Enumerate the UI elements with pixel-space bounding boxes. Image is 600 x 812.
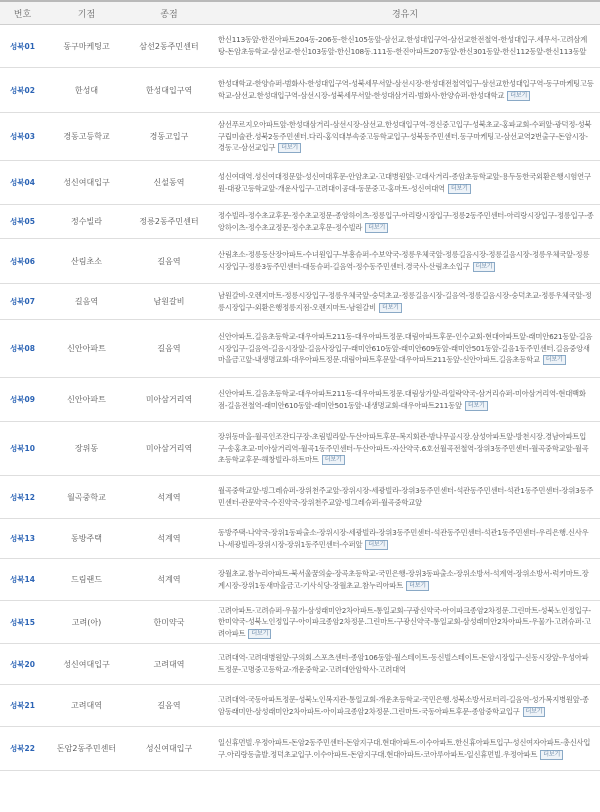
table-row [0, 644, 600, 685]
route-number[interactable]: 성북13 [0, 519, 45, 559]
route-number[interactable]: 성북08 [0, 320, 45, 378]
route-stops-text: 일신휴먼빌.우정아파트-돈암2동주민센터-돈암지구대.현대아파트-이수아파트.한신휴아파트입구-성신여자아파트-총신사입구.아리랑동출발.정덕초교입구.이수아파트-돈암지구대.현대아파트-코아루아파트-일신휴먼빌.우정아파트 [218, 737, 591, 759]
route-stops [210, 476, 600, 519]
more-button[interactable]: 더보기 [540, 750, 563, 760]
more-button[interactable]: 더보기 [365, 540, 388, 550]
route-stops [210, 519, 600, 559]
table-row [0, 422, 600, 476]
route-stops-text: 월곡중학교앞-빙그레슈퍼-장위천주교앞-장위시장-세광빌라-장위3동주민센터-석관동주민센터-석관1동주민센터-장위3동주민센터-관문약국-수진약국-장위천주교앞-빙그레슈퍼-월곡중학교앞 [218, 486, 594, 507]
route-number[interactable]: 성북14 [0, 559, 45, 601]
table-row [0, 601, 600, 644]
table-row [0, 284, 600, 320]
start-point: 성신여대입구 [45, 644, 128, 685]
route-stops-text: 고려아파트-고려슈퍼-우물가-삼성래미안2차아파트-통일교회-구광신약국-아이파크종암2차정문.그린마트-성북노인정입구-한미약국-성북노인정입구-아이파크종암2차정문.그린마트-구광신약국-통일교회-삼성래미안2차아파트-우물가-고려슈퍼-고려아파트 [218, 605, 591, 638]
route-number[interactable]: 성북02 [0, 68, 45, 113]
start-point: 신안아파트 [45, 378, 128, 422]
route-stops-text: 삼선푸르지오아파트앞-한성대삼거리-삼선시장-삼선교.한성대입구역-경신중고입구-성북초교-홍파교회-수퍼앞-광덕정-성북구립미술관.성북2동주민센터.다리-홍익대부속중고등학교입구-성북동주민센터.동구마케팅고-삼선교역2번출구-돈암시장-경동고-삼선교입구 [218, 120, 592, 153]
route-number[interactable]: 성북21 [0, 685, 45, 727]
end-point: 경동고입구 [128, 113, 210, 161]
table-row [0, 378, 600, 422]
route-number[interactable]: 성북03 [0, 113, 45, 161]
route-stops-text: 남원갈비-오렌지마트-정릉시장입구-정릉우체국앞-숭덕초교-정릉길음시장-길음역-정릉길음시장-숭덕초교-정릉우체국앞-정릉시장입구-외환은행정릉지점-오렌지마트-남원갈비 [218, 290, 592, 312]
route-stops [210, 727, 600, 771]
route-stops [210, 644, 600, 685]
route-stops [210, 284, 600, 320]
more-button[interactable]: 더보기 [507, 91, 530, 101]
start-point: 성신여대입구 [45, 161, 128, 205]
start-point: 정수빌라 [45, 205, 128, 239]
table-row [0, 320, 600, 378]
table-row [0, 685, 600, 727]
route-number[interactable]: 성북10 [0, 422, 45, 476]
route-stops [210, 239, 600, 284]
route-stops [210, 25, 600, 68]
table-row [0, 727, 600, 771]
route-stops [210, 685, 600, 727]
more-button[interactable]: 더보기 [248, 629, 271, 639]
end-point: 성신여대입구 [128, 727, 210, 771]
start-point: 동구마케팅고 [45, 25, 128, 68]
end-point: 한성대입구역 [128, 68, 210, 113]
end-point: 미아삼거리역 [128, 378, 210, 422]
header-end: 종점 [128, 1, 210, 25]
start-point: 경동고등학교 [45, 113, 128, 161]
more-button[interactable]: 더보기 [523, 707, 546, 717]
route-stops-text: 신안아파트.길음초등학교-대우아파트211동-대우아파트정문.대림상가앞-라일락약국-삼거리슈퍼-미아삼거리역-현대백화점-길음전철역-래미안610동앞-래미안501동앞-내생명교회-대우아파트211동앞 [218, 388, 586, 410]
route-stops [210, 320, 600, 378]
route-number[interactable]: 성북20 [0, 644, 45, 685]
route-stops-text: 한성대학교-한양슈퍼-범화사-한성대입구역-성북세무서앞-삼선시장-한성대전철역입구-삼선교한성대입구역-동구마케팅고등학교-삼선교.한성대입구역-삼선시장-성북세무서앞-한성대삼거리-범화사-한양슈퍼-한성대학교 [218, 79, 594, 100]
route-number[interactable]: 성북12 [0, 476, 45, 519]
table-row [0, 161, 600, 205]
end-point: 신설동역 [128, 161, 210, 205]
end-point: 한미약국 [128, 601, 210, 644]
route-stops-text: 정수빌라-정수초교후문-정수초교정문-종앙하이츠-정릉입구-아리랑시장입구-정릉2동주민센터-아리랑시장입구-정릉입구-종앙하이츠-정수초교정문-정수초교후문-정수빌라 [218, 210, 594, 232]
end-point: 길음역 [128, 685, 210, 727]
route-number[interactable]: 성북15 [0, 601, 45, 644]
route-stops [210, 161, 600, 205]
end-point: 고려대역 [128, 644, 210, 685]
table-row [0, 205, 600, 239]
end-point: 삼선2동주민센터 [128, 25, 210, 68]
end-point: 석계역 [128, 559, 210, 601]
more-button[interactable]: 더보기 [465, 401, 488, 411]
route-stops-text: 한신113동앞-한진아파트204동-206동-한신105동앞-삼선교.한성대입구역-삼선교한전철역-한성대입구.세무서-고려삼계탕-돈암초등학교-삼선교-한신103동앞-한신108동.111동-한진아파트207동앞-한신301동앞-한신112동앞-한신113동앞 [218, 35, 588, 56]
end-point: 석계역 [128, 476, 210, 519]
more-button[interactable]: 더보기 [448, 184, 471, 194]
end-point: 남원갈비 [128, 284, 210, 320]
route-stops [210, 205, 600, 239]
route-stops [210, 422, 600, 476]
route-number[interactable]: 성북04 [0, 161, 45, 205]
more-button[interactable]: 더보기 [278, 143, 301, 153]
route-stops [210, 378, 600, 422]
table-row [0, 519, 600, 559]
route-number[interactable]: 성북22 [0, 727, 45, 771]
route-number[interactable]: 성북09 [0, 378, 45, 422]
more-button[interactable]: 더보기 [473, 262, 496, 272]
more-button[interactable]: 더보기 [322, 455, 345, 465]
start-point: 길음역 [45, 284, 128, 320]
route-number[interactable]: 성북07 [0, 284, 45, 320]
end-point: 길음역 [128, 320, 210, 378]
table-body [0, 25, 600, 771]
start-point: 드림랜드 [45, 559, 128, 601]
header-no: 번호 [0, 1, 45, 25]
table-row [0, 239, 600, 284]
header-start: 기점 [45, 1, 128, 25]
table-row [0, 113, 600, 161]
table-row [0, 25, 600, 68]
route-stops-text: 장월초교.참누리아파트-북서울꿈의숲-장곡초등학교-국민은행-장위3동파출소-장위소방서-석계역-장위소방서-럭키마트.장계시장-장위1동새마을금고-기사식당-장월초교.참누리아파트 [218, 568, 589, 590]
route-stops [210, 559, 600, 601]
route-stops [210, 113, 600, 161]
start-point: 신안아파트 [45, 320, 128, 378]
more-button[interactable]: 더보기 [379, 303, 402, 313]
more-button[interactable]: 더보기 [543, 355, 566, 365]
more-button[interactable]: 더보기 [406, 581, 429, 591]
route-stops-text: 고려대역-고려대병원앞-구의회.스포츠센터-종암106동앞-월스테이트-동신빌스테이트-돈암시장입구-신동시장앞-우성아파트정문-고명중고등학교-개운중학교-고려대안암학사-고려대역 [218, 653, 589, 674]
start-point: 고려(아) [45, 601, 128, 644]
end-point: 미아삼거리역 [128, 422, 210, 476]
route-stops-text: 장위동마을-월곡인조잔디구장-초림빌라앞-두산아파트후문-복지회관-밤나무골시장.삼성아파트앞-방천시장.경남아파트입구-송홍초교-미아삼거리역-월곡1동주민센터-두산아파트-자산약국.6호선월곡전철역-장위3동주민센터-월곡중학교앞-월곡초등학교후문-해창빌라-하트마트 [218, 432, 589, 465]
table-header [0, 1, 600, 25]
start-point: 고려대역 [45, 685, 128, 727]
route-stops-text: 고려대역-국동아파트정문-성북노인복지관-통일교회-개운초등학교-국민은행.성북소방서로터리-길음역-성가복지병원앞-종암동래미안-삼성래미안2차아파트-아이파크종암2차정문.그린마트-국동아파트후문-종암중학교입구 [218, 694, 589, 716]
table-row [0, 559, 600, 601]
start-point: 산림초소 [45, 239, 128, 284]
table-row [0, 68, 600, 113]
route-number[interactable]: 성북05 [0, 205, 45, 239]
start-point: 장위동 [45, 422, 128, 476]
route-stops [210, 68, 600, 113]
route-stops-text: 산림초소-정릉동산장아파트-수녀원입구-부흥슈퍼-수보약국-정릉우체국앞-정릉길음시장-정릉길음시장-정릉우체국앞-정릉시장입구-정릉3동주민센터-대동슈퍼-길음역-정수동주민센터.경국사-산림초소입구 [218, 250, 590, 271]
route-number[interactable]: 성북06 [0, 239, 45, 284]
end-point: 길음역 [128, 239, 210, 284]
table-row [0, 476, 600, 519]
more-button[interactable]: 더보기 [365, 223, 388, 233]
route-stops-text: 동방주택-나약국-장위1동파출소-장위시장-세광빌라-장위3동주민센터-석관동주민센터-석관1동주민센터-우리은행.신사우나-세광빌라-장위시장-장위1동주민센터-수퍼앞 [218, 527, 589, 549]
route-stops [210, 601, 600, 644]
route-stops-text: 성신여대역.성신여대정문앞-성신여대후문-안암초교-고대병원앞-고대사거리-종암초등학교앞-용두동한국외환은행시험연구원-대광고등학교앞-개운사입구-고려대이공대-동문중고-홍마트-성신여대역 [218, 171, 591, 193]
route-number[interactable]: 성북01 [0, 25, 45, 68]
start-point: 한성대 [45, 68, 128, 113]
end-point: 석계역 [128, 519, 210, 559]
start-point: 월곡중학교 [45, 476, 128, 519]
start-point: 동방주택 [45, 519, 128, 559]
header-route: 경유지 [210, 1, 600, 25]
end-point: 정릉2동주민센터 [128, 205, 210, 239]
start-point: 돈암2동주민센터 [45, 727, 128, 771]
route-stops-text: 신안아파트.길음초등학교-대우아파트211동-대우아파트정문.대림아파트후문-인수교회-현대아파트앞-래미안621동앞-길음시장입구-길음역-길음시장앞-길음사장입구-래미안610동앞-래미안609동앞-래미안501동앞-길음1동주민센터.길음중앙새마을금고앞-내생명교회-대우아파트정문.대림아파트후문앞-대우아파트211동앞-신안아파트.길음초등학교 [218, 332, 593, 365]
